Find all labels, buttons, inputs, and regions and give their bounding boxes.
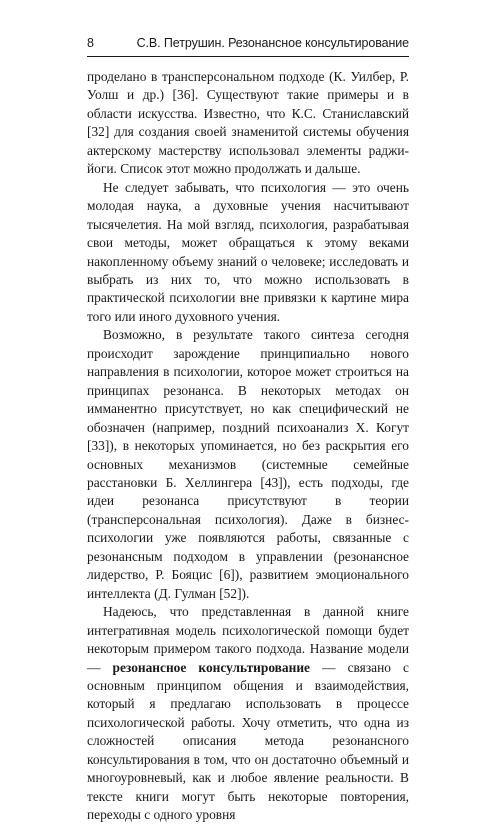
paragraph-resonance-consulting bbox=[87, 603, 409, 824]
paragraph-text-after-term: — связано с основным принципом общения и взаимодействия, который я предлагаю использовать в процессе психологической работы. Хочу отметить, что одна из сложностей описания метода резонансного консультирования в том, что он достаточно объемный и многоуровневый, как и любое явление реальности. В тексте книги могут быть некоторые повторения, переходы с одного уровня bbox=[87, 659, 409, 823]
term-resonance-consulting: резонансное консультирование bbox=[112, 659, 310, 675]
running-title: С.В. Петрушин. Резонансное консультирование bbox=[136, 36, 409, 50]
paragraph-continuation: проделано в трансперсональном подходе (К. Уилбер, Р. Уолш и др.) [36]. Существуют такие примеры и в области искусства. Известно, что К.С. Станиславский [32] для создания своей знаменитой системы обучения актерскому мастерству использовал элементы раджи-йоги. Список этот можно продолжать и дальше. bbox=[87, 69, 409, 177]
paragraph-psychology-young-science: Не следует забывать, что психология — это очень молодая наука, а духовные учения насчитывают тысячелетия. На мой взгляд, психология, разрабатывая свои методы, может обращаться к этому веками накопленному объему знаний о человеке; исследовать и выбрать из них то, что можно использовать в практической психологии вне привязки к картине мира того или иного духовного учения. bbox=[87, 179, 409, 324]
header-rule bbox=[87, 56, 409, 57]
paragraph-resonance-synthesis: Возможно, в результате такого синтеза сегодня происходит зарождение принципиально нового направления в психологии, которое может строиться на принципах резонанса. В некоторых методах он имманентно присутствует, но как специфический не обозначен (например, поздний психоанализ Х. Когут [33]), в некоторых упоминается, но без раскрытия его основных механизмов (системные семейные расстановки Б. Хеллингера [43]), есть подходы, где идеи резонанса присутствуют в теории (трансперсональная психология). Даже в бизнес-психологии уже появляются работы, связанные с резонансным подходом в управлении (резонансное лидерство, Р. Бояцис [6]), развитием эмоционального интеллекта (Д. Гулман [52]). bbox=[87, 327, 409, 601]
page-number: 8 bbox=[87, 36, 94, 50]
running-head bbox=[87, 36, 409, 56]
paragraph-text-before-term: Надеюсь, что представленная в данной книге интегративная модель психологической помощи будет некоторым примером такого подхода. Название модели — bbox=[87, 604, 409, 675]
body-text bbox=[87, 68, 409, 825]
